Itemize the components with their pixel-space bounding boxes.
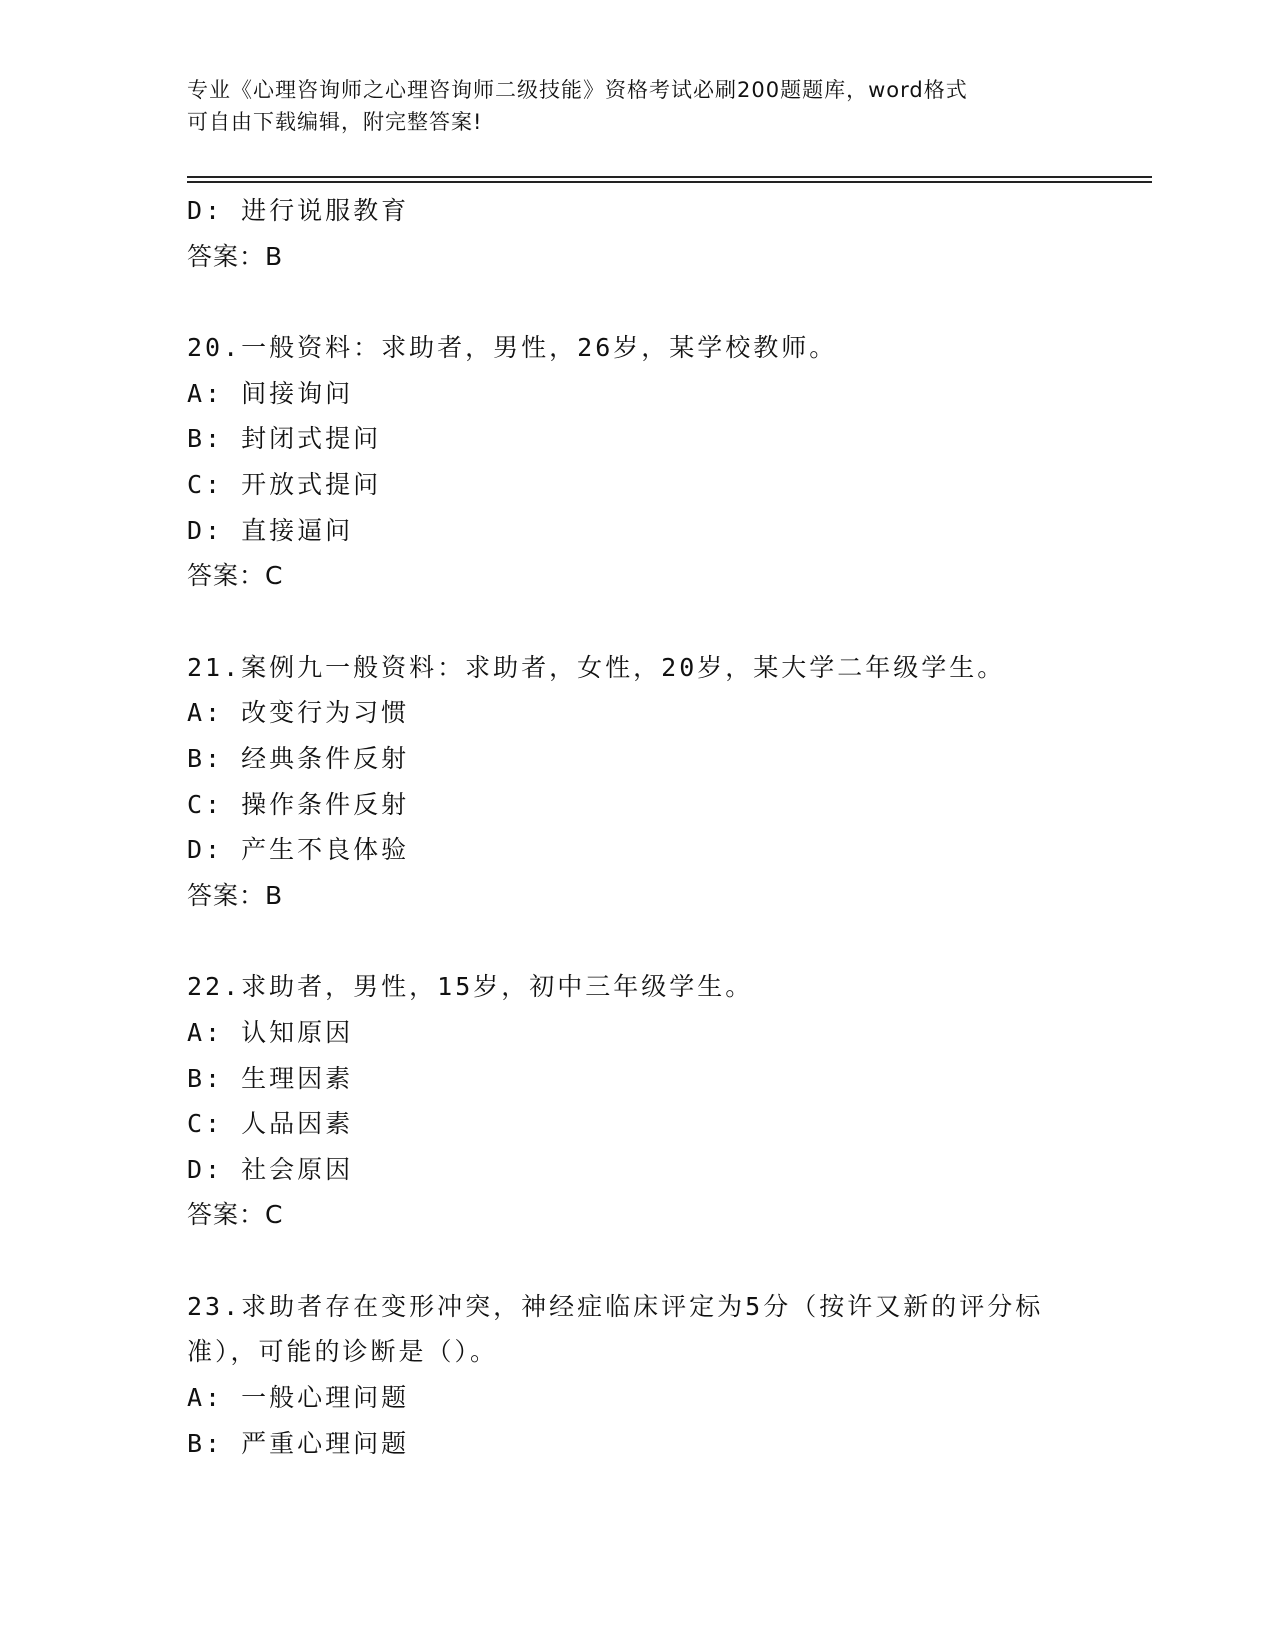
header-line-1: 专业《心理咨询师之心理咨询师二级技能》资格考试必刷200题题库，word格式 [187, 78, 968, 102]
q21-stem: 21.案例九一般资料：求助者，女性，20岁，某大学二年级学生。 [187, 652, 1006, 682]
q21-answer: 答案：B [187, 880, 284, 910]
q22-answer: 答案：C [187, 1200, 284, 1230]
q21-option-b: B: 经典条件反射 [187, 743, 410, 773]
q20-option-d: D: 直接逼问 [187, 515, 354, 545]
q22-option-a: A: 认知原因 [187, 1017, 354, 1047]
q23-option-a: A: 一般心理问题 [187, 1383, 410, 1413]
q23-option-b: B: 严重心理问题 [187, 1428, 410, 1458]
q20-answer: 答案：C [187, 561, 284, 591]
q20-option-a: A: 间接询问 [187, 378, 354, 408]
spacer [187, 279, 1107, 325]
spacer [187, 918, 1107, 964]
q21-option-a: A: 改变行为习惯 [187, 698, 410, 728]
spacer [187, 599, 1107, 645]
q23-stem-line-1: 23.求助者存在变形冲突，神经症临床评定为5分（按许又新的评分标 [187, 1291, 1044, 1321]
header-line-2: 可自由下载编辑，附完整答案! [187, 110, 483, 134]
q22-stem: 22.求助者，男性，15岁，初中三年级学生。 [187, 972, 754, 1002]
q20-option-c: C: 开放式提问 [187, 469, 382, 499]
header-divider-top [187, 176, 1152, 178]
q19-option-d: D: 进行说服教育 [187, 196, 410, 225]
q23-stem-line-2: 准），可能的诊断是（）。 [187, 1337, 499, 1367]
q22-option-c: C: 人品因素 [187, 1109, 354, 1139]
header-divider-bottom [187, 181, 1152, 183]
q19-answer: 答案：B [187, 241, 284, 271]
q21-option-d: D: 产生不良体验 [187, 835, 410, 865]
q20-option-b: B: 封闭式提问 [187, 424, 382, 454]
q22-option-d: D: 社会原因 [187, 1154, 354, 1184]
q21-option-c: C: 操作条件反射 [187, 789, 410, 819]
spacer [187, 1238, 1107, 1284]
q22-option-b: B: 生理因素 [187, 1063, 354, 1093]
document-header [187, 74, 1087, 138]
question-list [187, 188, 1107, 1466]
q20-stem: 20.一般资料：求助者，男性，26岁，某学校教师。 [187, 333, 838, 363]
